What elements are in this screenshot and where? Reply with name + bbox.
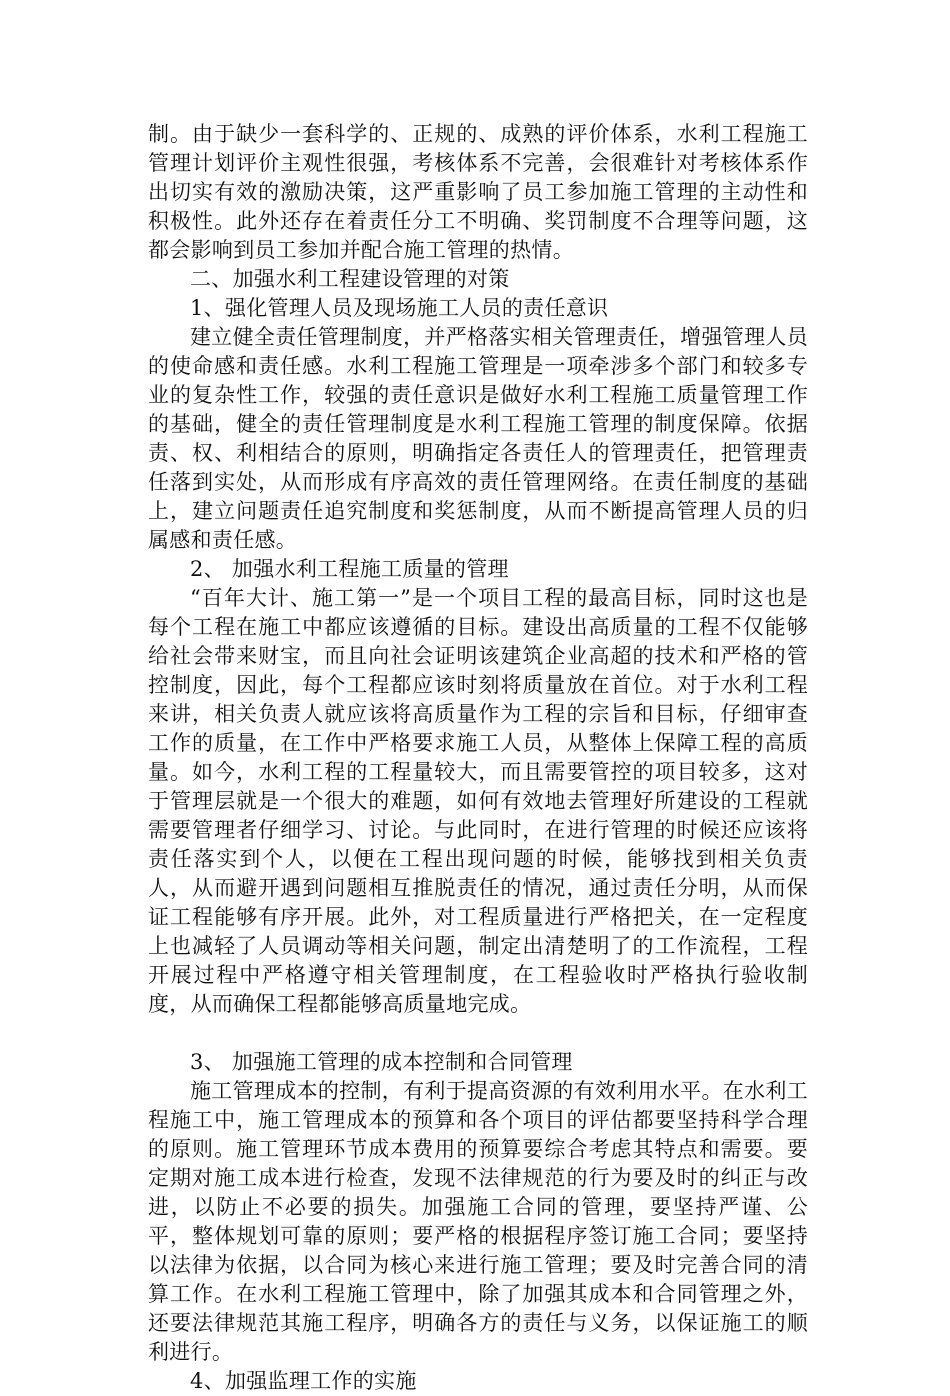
subheading-4-supervision: 4、加强监理工作的实施 xyxy=(190,1369,417,1393)
document-body xyxy=(148,120,808,1396)
paragraph-intro: 制。由于缺少一套科学的、正规的、成熟的评价体系，水利工程施工管理计划评价主观性很强，考核体系不完善，会很难针对考核体系作出切实有效的激励决策，这严重影响了员工参加施工管理的主动性和积极性。此外还存在着责任分工不明确、奖罚制度不合理等问题，这都会影响到员工参加并配合施工管理的热情。 xyxy=(148,122,808,262)
paragraph-responsibility: 建立健全责任管理制度，并严格落实相关管理责任，增强管理人员的使命感和责任感。水利工程施工管理是一项牵涉多个部门和较多专业的复杂性工作，较强的责任意识是做好水利工程施工质量管理工作的基础，健全的责任管理制度是水利工程施工管理的制度保障。依据责、权、利相结合的原则，明确指定各责任人的管理责任，把管理责任落到实处，从而形成有序高效的责任管理网络。在责任制度的基础上，建立问题责任追究制度和奖惩制度，从而不断提高管理人员的归属感和责任感。 xyxy=(148,325,808,552)
blank-line xyxy=(148,1019,808,1048)
subheading-3-cost-contract: 3、 加强施工管理的成本控制和合同管理 xyxy=(190,1050,573,1074)
section-heading-countermeasures: 二、加强水利工程建设管理的对策 xyxy=(190,267,510,291)
subheading-1-responsibility: 1、强化管理人员及现场施工人员的责任意识 xyxy=(190,296,609,320)
subheading-2-quality: 2、 加强水利工程施工质量的管理 xyxy=(190,557,509,581)
paragraph-quality: “百年大计、施工第一”是一个项目工程的最高目标，同时这也是每个工程在施工中都应该遵循的目标。建设出高质量的工程不仅能够给社会带来财宝，而且向社会证明该建筑企业高超的技术和严格的管控制度，因此，每个工程都应该时刻将质量放在首位。对于水利工程来讲，相关负责人就应该将高质量作为工程的宗旨和目标，仔细审查工作的质量，在工作中严格要求施工人员，从整体上保障工程的高质量。如今，水利工程的工程量较大，而且需要管控的项目较多，这对于管理层就是一个很大的难题，如何有效地去管理好所建设的工程就需要管理者仔细学习、讨论。与此同时，在进行管理的时候还应该将责任落实到个人，以便在工程出现问题的时候，能够找到相关负责人，从而避开遇到问题相互推脱责任的情况，通过责任分明，从而保证工程能够有序开展。此外，对工程质量进行严格把关，在一定程度上也减轻了人员调动等相关问题，制定出清楚明了的工作流程，工程开展过程中严格遵守相关管理制度，在工程验收时严格执行验收制度，从而确保工程都能够高质量地完成。 xyxy=(148,586,808,1016)
paragraph-cost-contract: 施工管理成本的控制，有利于提高资源的有效利用水平。在水利工程施工中，施工管理成本的预算和各个项目的评估都要坚持科学合理的原则。施工管理环节成本费用的预算要综合考虑其特点和需要。要定期对施工成本进行检查，发现不法律规范的行为要及时的纠正与改进，以防止不必要的损失。加强施工合同的管理，要坚持严谨、公平，整体规划可靠的原则；要严格的根据程序签订施工合同；要坚持以法律为依据，以合同为核心来进行施工管理；要及时完善合同的清算工作。在水利工程施工管理中，除了加强其成本和合同管理之外，还要法律规范其施工程序，明确各方的责任与义务，以保证施工的顺利进行。 xyxy=(148,1079,808,1364)
